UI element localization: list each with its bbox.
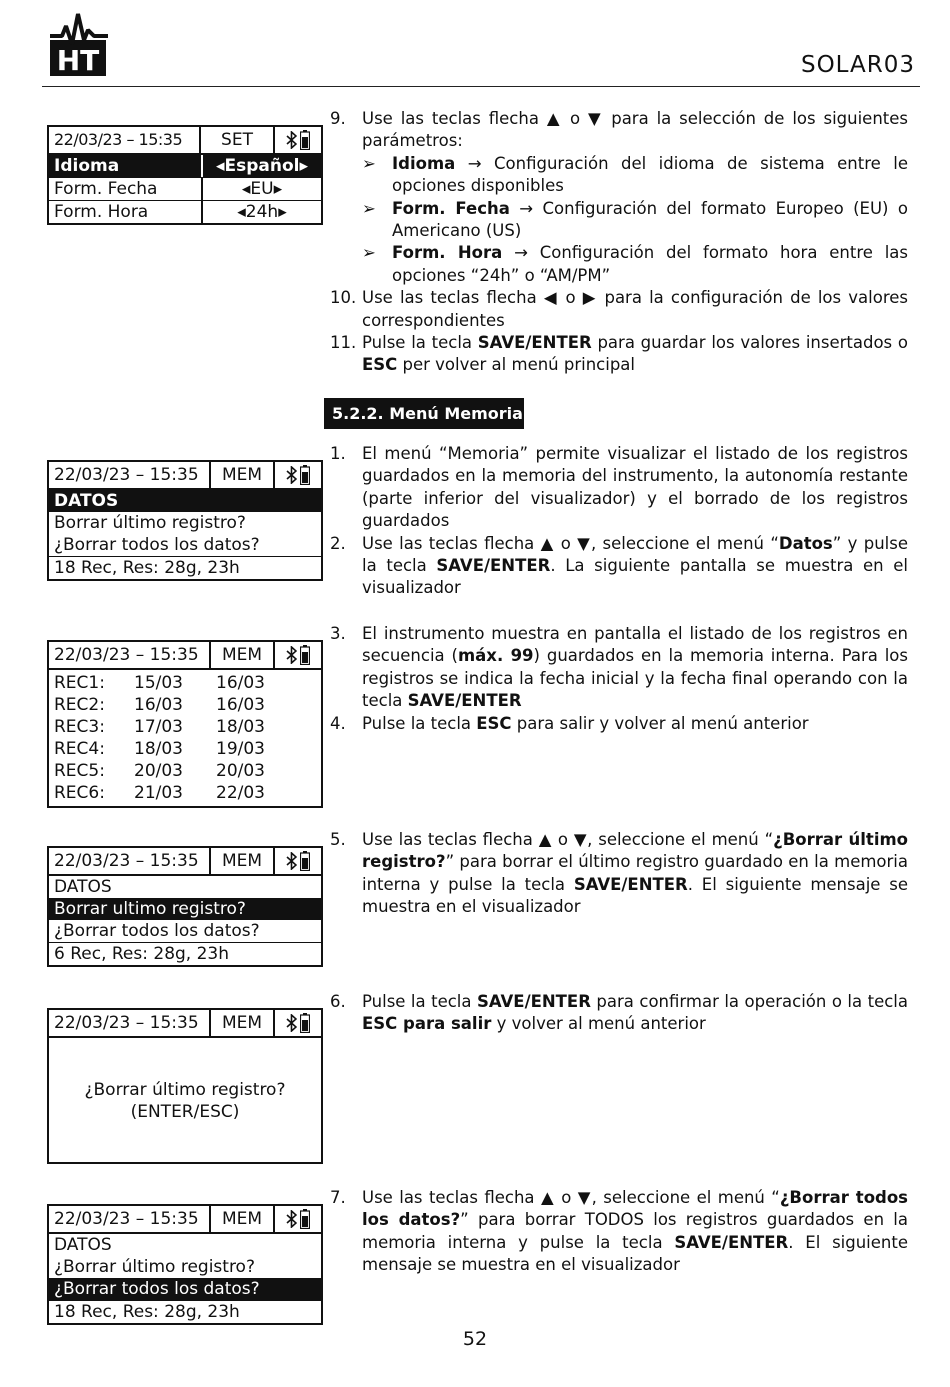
screen-mode: MEM <box>209 462 273 488</box>
step-7: 7. Use las teclas flecha ▲ o ▼, seleccione el menú “¿Borrar todos los datos?” para borrar TODOS los registros guardados en la memoria interna y pulse la tecla SAVE/ENTER. El siguiente mensaje se muestra en el visualizador <box>330 1188 908 1275</box>
screen-header <box>49 1206 321 1234</box>
menu-item-borrar-todos[interactable]: ¿Borrar todos los datos? <box>54 921 260 941</box>
battery-icon <box>300 130 310 150</box>
screen-header <box>49 127 321 155</box>
screen-mode: MEM <box>209 1206 273 1232</box>
steps-memory-5 <box>330 829 908 919</box>
status-icons <box>273 462 321 488</box>
memory-status: 18 Rec, Res: 28g, 23h <box>49 1300 321 1323</box>
record-row[interactable]: REC2: 16/03 16/03 <box>54 695 265 715</box>
screen-header <box>49 642 321 670</box>
record-row[interactable]: REC3: 17/03 18/03 <box>54 717 265 737</box>
screen-datetime: 22/03/23 – 15:35 <box>54 130 183 149</box>
memory-status: 18 Rec, Res: 28g, 23h <box>49 556 321 579</box>
logo-text: HT <box>56 44 100 77</box>
menu-item-datos[interactable]: DATOS <box>54 877 112 897</box>
step-3: 3. El instrumento muestra en pantalla el listado de los registros en secuencia (máx. 99) guardados en la memoria interna. Para los registros se indica la fecha inicial y la fecha final operando con la tecla SAVE/ENTER <box>330 624 908 711</box>
bluetooth-icon <box>286 466 297 484</box>
screen-datetime: 22/03/23 – 15:35 <box>54 1209 199 1229</box>
menu-item-borrar-todos[interactable]: ¿Borrar todos los datos? <box>49 1278 321 1300</box>
step-4: 4. Pulse la tecla ESC para salir y volver al menú anterior <box>330 713 809 733</box>
record-row[interactable]: REC4: 18/03 19/03 <box>54 739 265 759</box>
step-1: 1. El menú “Memoria” permite visualizar el listado de los registros guardados en la memoria del instrumento, la autonomía restante (parte inferior del visualizador) y el borrado de los registros guardados <box>330 444 908 531</box>
step-5: 5. Use las teclas flecha ▲ o ▼, seleccione el menú “¿Borrar último registro?” para borrar el último registro guardado en la memoria interna y pulse la tecla SAVE/ENTER. El siguiente mensaje se muestra en el visualizador <box>330 830 909 917</box>
step-11: 11. Pulse la tecla SAVE/ENTER para guardar los valores insertados o ESC per volver al menú principal <box>330 333 908 375</box>
menu-item-datos[interactable]: DATOS <box>54 1235 112 1255</box>
battery-icon <box>300 645 310 665</box>
confirm-question: ¿Borrar último registro? <box>84 1080 286 1100</box>
step-10: 10. Use las teclas flecha ◀ o ▶ para la configuración de los valores correspondientes <box>330 288 908 330</box>
page-number: 52 <box>462 1328 488 1350</box>
bluetooth-icon <box>286 131 297 149</box>
ht-logo <box>48 10 110 78</box>
record-row[interactable]: REC1: 15/03 16/03 <box>54 673 265 693</box>
bluetooth-icon <box>286 646 297 664</box>
status-icons <box>273 1206 321 1232</box>
menu-item-borrar-ultimo[interactable]: Borrar último registro? <box>54 513 246 533</box>
battery-icon <box>300 851 310 871</box>
menu-item-borrar-todos[interactable]: ¿Borrar todos los datos? <box>54 535 260 555</box>
model-name: SOLAR03 <box>800 52 915 78</box>
setting-row-idioma[interactable]: Idioma ◂Español▸ <box>49 155 321 177</box>
screen-datetime: 22/03/23 – 15:35 <box>54 851 199 871</box>
steps-memory-3-4 <box>330 623 908 735</box>
steps-memory-6 <box>330 991 908 1036</box>
steps-set-menu <box>330 108 908 377</box>
step-6: 6. Pulse la tecla SAVE/ENTER para confirmar la operación o la tecla ESC para salir y volver al menú anterior <box>330 992 908 1034</box>
screen-datetime: 22/03/23 – 15:35 <box>54 645 199 665</box>
status-icons <box>273 848 321 874</box>
screen-mode: MEM <box>209 848 273 874</box>
setting-row-form-hora[interactable]: Form. Hora ◂24h▸ <box>49 200 321 223</box>
section-heading: 5.2.2. Menú Memoria <box>324 398 524 429</box>
steps-memory-7 <box>330 1187 908 1277</box>
lcd-screen-mem-datos <box>47 460 323 581</box>
record-row[interactable]: REC5: 20/03 20/03 <box>54 761 265 781</box>
steps-memory-1-2 <box>330 443 908 600</box>
lcd-screen-mem-borrar-ultimo <box>47 846 323 967</box>
step-2: 2. Use las teclas flecha ▲ o ▼, seleccione el menú “Datos” y pulse la tecla SAVE/ENTER. La siguiente pantalla se muestra en el visualizador <box>330 533 908 598</box>
lcd-screen-confirm <box>47 1008 323 1164</box>
sub-item-form-hora: ➢ Form. Hora → Configuración del formato hora entre las opciones “24h” o “AM/PM” <box>362 243 908 285</box>
header-rule <box>42 86 920 87</box>
bluetooth-icon <box>286 1014 297 1032</box>
screen-header <box>49 462 321 490</box>
menu-item-datos[interactable]: DATOS <box>49 490 321 512</box>
setting-row-form-fecha[interactable]: Form. Fecha ◂EU▸ <box>49 177 321 200</box>
battery-icon <box>300 465 310 485</box>
screen-mode: SET <box>199 127 273 153</box>
lcd-screen-mem-records <box>47 640 323 808</box>
battery-icon <box>300 1013 310 1033</box>
sub-item-form-fecha: ➢ Form. Fecha → Configuración del formato Europeo (EU) o Americano (US) <box>362 198 908 241</box>
screen-header <box>49 848 321 876</box>
lcd-screen-set <box>47 125 323 225</box>
screen-datetime: 22/03/23 – 15:35 <box>54 1013 199 1033</box>
lcd-screen-mem-borrar-todos <box>47 1204 323 1325</box>
screen-mode: MEM <box>209 642 273 668</box>
memory-status: 6 Rec, Res: 28g, 23h <box>49 942 321 965</box>
bluetooth-icon <box>286 852 297 870</box>
sub-item-idioma: ➢ Idioma → Configuración del idioma de sistema entre le opciones disponibles <box>362 153 908 196</box>
screen-header <box>49 1010 321 1038</box>
menu-item-borrar-ultimo[interactable]: ¿Borrar último registro? <box>54 1257 255 1277</box>
bluetooth-icon <box>286 1210 297 1228</box>
status-icons <box>273 642 321 668</box>
status-icons <box>273 127 321 153</box>
battery-icon <box>300 1209 310 1229</box>
screen-datetime: 22/03/23 – 15:35 <box>54 465 199 485</box>
status-icons <box>273 1010 321 1036</box>
menu-item-borrar-ultimo[interactable]: Borrar ultimo registro? <box>49 898 321 920</box>
step-9: 9. Use las teclas flecha ▲ o ▼ para la selección de los siguientes parámetros: <box>330 109 908 151</box>
confirm-keys: (ENTER/ESC) <box>130 1102 240 1122</box>
record-row[interactable]: REC6: 21/03 22/03 <box>54 783 265 803</box>
screen-mode: MEM <box>209 1010 273 1036</box>
